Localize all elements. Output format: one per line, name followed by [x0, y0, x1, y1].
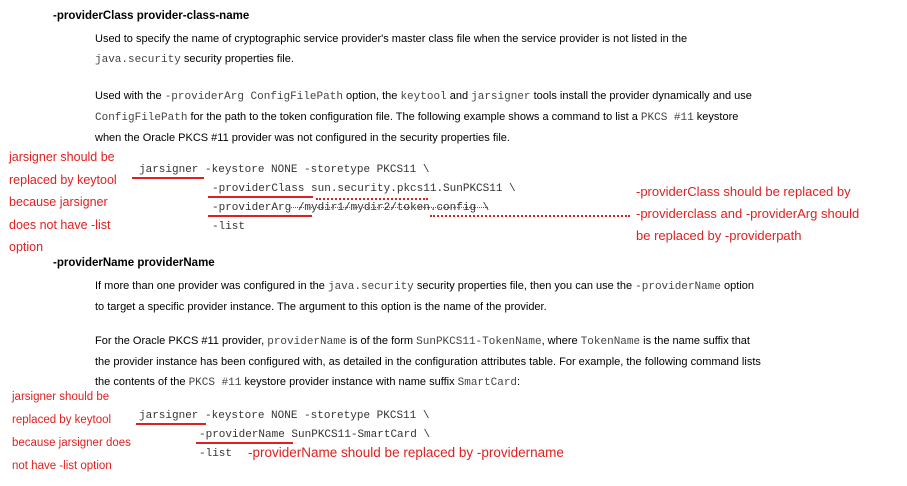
code-option: -providerArg — [212, 202, 292, 214]
annotation-line: option — [9, 240, 44, 254]
code-command: jarsigner — [139, 410, 199, 422]
paragraph-line: Used to specify the name of cryptographic service provider's master class file when the service provider is not listed in the — [95, 33, 688, 45]
inline-code: java.security — [327, 281, 414, 293]
code-line-2 — [199, 429, 430, 441]
inline-text: keystore — [693, 111, 739, 123]
inline-text: keystore provider instance with name suffix — [241, 376, 458, 388]
annotation-line: jarsigner should be — [12, 391, 110, 403]
annotation-line: be replaced by -providerpath — [636, 228, 802, 243]
annotation-line: replaced by keytool — [9, 172, 117, 187]
inline-text: security properties file, then you can use the — [413, 280, 636, 292]
code-command: jarsigner — [139, 164, 199, 176]
description-paragraph-3 — [95, 276, 754, 317]
annotation-line: does not have -list — [9, 217, 111, 232]
inline-code: TokenName — [580, 336, 641, 348]
description-paragraph-2 — [95, 86, 752, 148]
inline-code: jarsigner — [471, 91, 531, 103]
code-args: -keystore NONE -storetype PKCS11 \ — [198, 410, 430, 422]
inline-code: -providerArg ConfigFilePath — [164, 91, 343, 103]
code-args: SunPKCS11-SmartCard \ — [284, 429, 431, 441]
code-args: /mydir1/mydir2/token.config \ — [291, 202, 490, 214]
paragraph-line — [95, 372, 761, 393]
annotation-underline — [196, 442, 293, 444]
inline-text: If more than one provider was configured in the — [95, 280, 328, 292]
paragraph-line: to target a specific provider instance. The argument to this option is the name of the provider. — [95, 301, 547, 313]
inline-code: PKCS #11 — [640, 112, 694, 124]
code-option: -providerName — [199, 429, 285, 441]
paragraph-line: the provider instance has been configured with, as detailed in the configuration attributes table. For example, the following command lists — [95, 356, 761, 368]
annotation-line: not have -list option — [12, 460, 112, 472]
annotation-line: jarsigner should be — [9, 150, 115, 164]
paragraph-line — [95, 107, 752, 128]
annotation-dotted-connector — [316, 198, 428, 200]
inline-text: : — [517, 376, 521, 388]
option-heading-providername: -providerName providerName — [53, 257, 215, 269]
annotation-underline — [208, 215, 312, 217]
annotation-line: because jarsigner does — [12, 437, 131, 449]
inline-text: for the path to the token configuration file. The following example shows a command to list a — [187, 111, 641, 123]
annotation-dotted-connector — [430, 215, 630, 217]
annotation-underline — [208, 196, 313, 198]
description-paragraph-1 — [95, 29, 687, 70]
annotation-underline — [132, 177, 204, 179]
inline-code: SmartCard — [457, 377, 518, 389]
annotation-line: -providerclass and -providerArg should — [636, 206, 860, 221]
code-line-1 — [139, 164, 429, 176]
inline-code: -providerName — [635, 281, 721, 293]
inline-text: option, the — [342, 90, 401, 102]
inline-text: the contents of the — [95, 376, 189, 388]
paragraph-line — [95, 49, 687, 70]
inline-code: PKCS #11 — [188, 377, 242, 389]
description-paragraph-4 — [95, 331, 761, 393]
inline-code: providerName — [267, 336, 347, 348]
code-line-3 — [212, 202, 489, 214]
annotation-line: replaced by keytool — [12, 414, 112, 426]
inline-code: SunPKCS11-TokenName — [416, 336, 542, 348]
paragraph-line — [95, 331, 761, 352]
inline-text: tools install the provider dynamically and use — [530, 90, 752, 102]
paragraph-line — [95, 86, 752, 107]
annotation-note-providerclass — [636, 181, 859, 247]
code-line-1 — [139, 410, 429, 422]
inline-code: keytool — [400, 91, 447, 103]
annotation-line: because jarsigner — [9, 195, 108, 209]
inline-code: ConfigFilePath — [95, 112, 188, 124]
code-line-3: -list — [199, 448, 233, 460]
code-line-2 — [212, 183, 516, 195]
code-args: -keystore NONE -storetype PKCS11 \ — [198, 164, 430, 176]
inline-text: For the Oracle PKCS #11 provider, — [95, 335, 268, 347]
inline-text: option — [720, 280, 754, 292]
code-line-4: -list — [212, 221, 246, 233]
inline-text: Used with the — [95, 90, 165, 102]
inline-text: is the name suffix that — [640, 335, 750, 347]
inline-text: and — [446, 90, 472, 102]
annotation-note-jarsigner-2 — [12, 386, 131, 478]
code-option: -providerClass — [212, 183, 305, 195]
annotation-underline — [136, 423, 206, 425]
annotation-note-jarsigner — [9, 146, 117, 259]
paragraph-line — [95, 276, 754, 297]
inline-text: is of the form — [346, 335, 417, 347]
inline-text: , where — [541, 335, 581, 347]
annotation-line: -providerClass should be replaced by — [636, 184, 851, 199]
code-args: sun.security.pkcs11.SunPKCS11 \ — [304, 183, 516, 195]
inline-code: java.security — [95, 54, 181, 66]
annotation-note-providername: -providerName should be replaced by -providername — [248, 445, 564, 460]
paragraph-line: when the Oracle PKCS #11 provider was not configured in the security properties file. — [95, 132, 510, 144]
inline-text: security properties file. — [180, 53, 294, 65]
option-heading-providerclass: -providerClass provider-class-name — [53, 10, 250, 22]
